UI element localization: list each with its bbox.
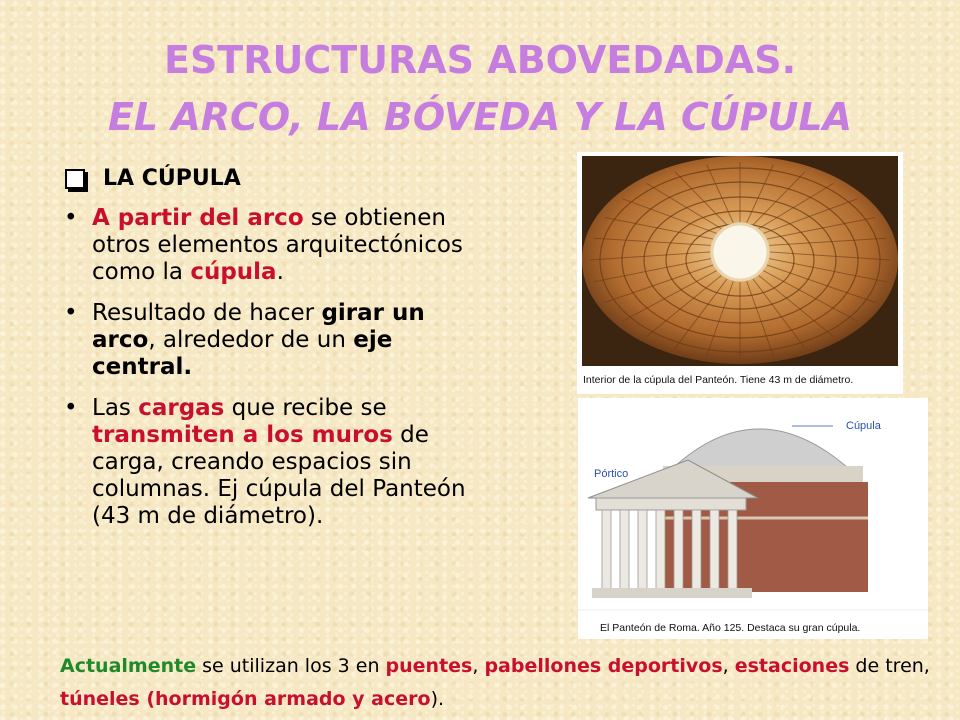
- footer-text-part: de tren,: [849, 655, 930, 677]
- checkbox-bullet-icon: [65, 169, 85, 189]
- pantheon-caption: El Panteón de Roma. Año 125. Destaca su gran cúpula.: [600, 622, 861, 634]
- dome-interior-image: [577, 152, 903, 394]
- label-portico: Pórtico: [594, 468, 629, 480]
- footer-emphasis-red: pabellones deportivos: [484, 655, 723, 677]
- bullet-text-bold: girar un arco: [92, 300, 425, 353]
- bullet-text: .: [276, 259, 284, 285]
- section-heading-text: LA CÚPULA: [103, 166, 241, 191]
- section-heading: [65, 166, 241, 191]
- footer-emphasis-green: Actualmente: [60, 655, 197, 677]
- bullet-text: se obtienen otros elementos arquitectónicos como la: [92, 205, 463, 285]
- bullet-text: , alrededor de un: [148, 327, 354, 353]
- dome-caption: Interior de la cúpula del Panteón. Tiene 43 m de diámetro.: [583, 374, 854, 386]
- bullet-text: de carga, creando espacios sin columnas. Ej cúpula del Panteón (43 m de diámetro).: [92, 422, 466, 529]
- label-cupula: Cúpula: [846, 420, 881, 432]
- bullet-text-emphasis: cargas: [138, 395, 225, 421]
- pantheon-exterior-image: [578, 398, 928, 639]
- footer-text-part: ,: [472, 655, 485, 677]
- footer-emphasis-red: estaciones: [734, 655, 850, 677]
- dome-coffers-illustration: [577, 152, 903, 394]
- footer-text: [60, 650, 940, 716]
- pantheon-illustration: [578, 398, 928, 639]
- footer-emphasis-red: puentes: [385, 655, 473, 677]
- bullet-item: [64, 395, 484, 530]
- bullet-text-emphasis: transmiten a los muros: [92, 422, 393, 448]
- bullet-item: [64, 205, 484, 286]
- footer-text-part: ).: [430, 688, 445, 710]
- bullet-text: Las: [92, 395, 139, 421]
- slide-title: ESTRUCTURAS ABOVEDADAS.: [163, 38, 797, 82]
- bullet-text: que recibe se: [224, 395, 387, 421]
- bullet-item: [64, 300, 484, 381]
- bullet-text-bold: eje central.: [92, 327, 393, 380]
- footer-emphasis-red: túneles (hormigón armado y acero: [60, 688, 431, 710]
- bullet-list: [64, 205, 484, 544]
- bullet-text-emphasis: cúpula: [190, 259, 277, 285]
- bullet-text: Resultado de hacer: [92, 300, 322, 326]
- slide-subtitle: EL ARCO, LA BÓVEDA Y LA CÚPULA: [107, 95, 853, 139]
- bullet-text-emphasis: A partir del arco: [92, 205, 304, 231]
- footer-text-part: se utilizan los 3 en: [196, 655, 386, 677]
- footer-text-part: ,: [722, 655, 735, 677]
